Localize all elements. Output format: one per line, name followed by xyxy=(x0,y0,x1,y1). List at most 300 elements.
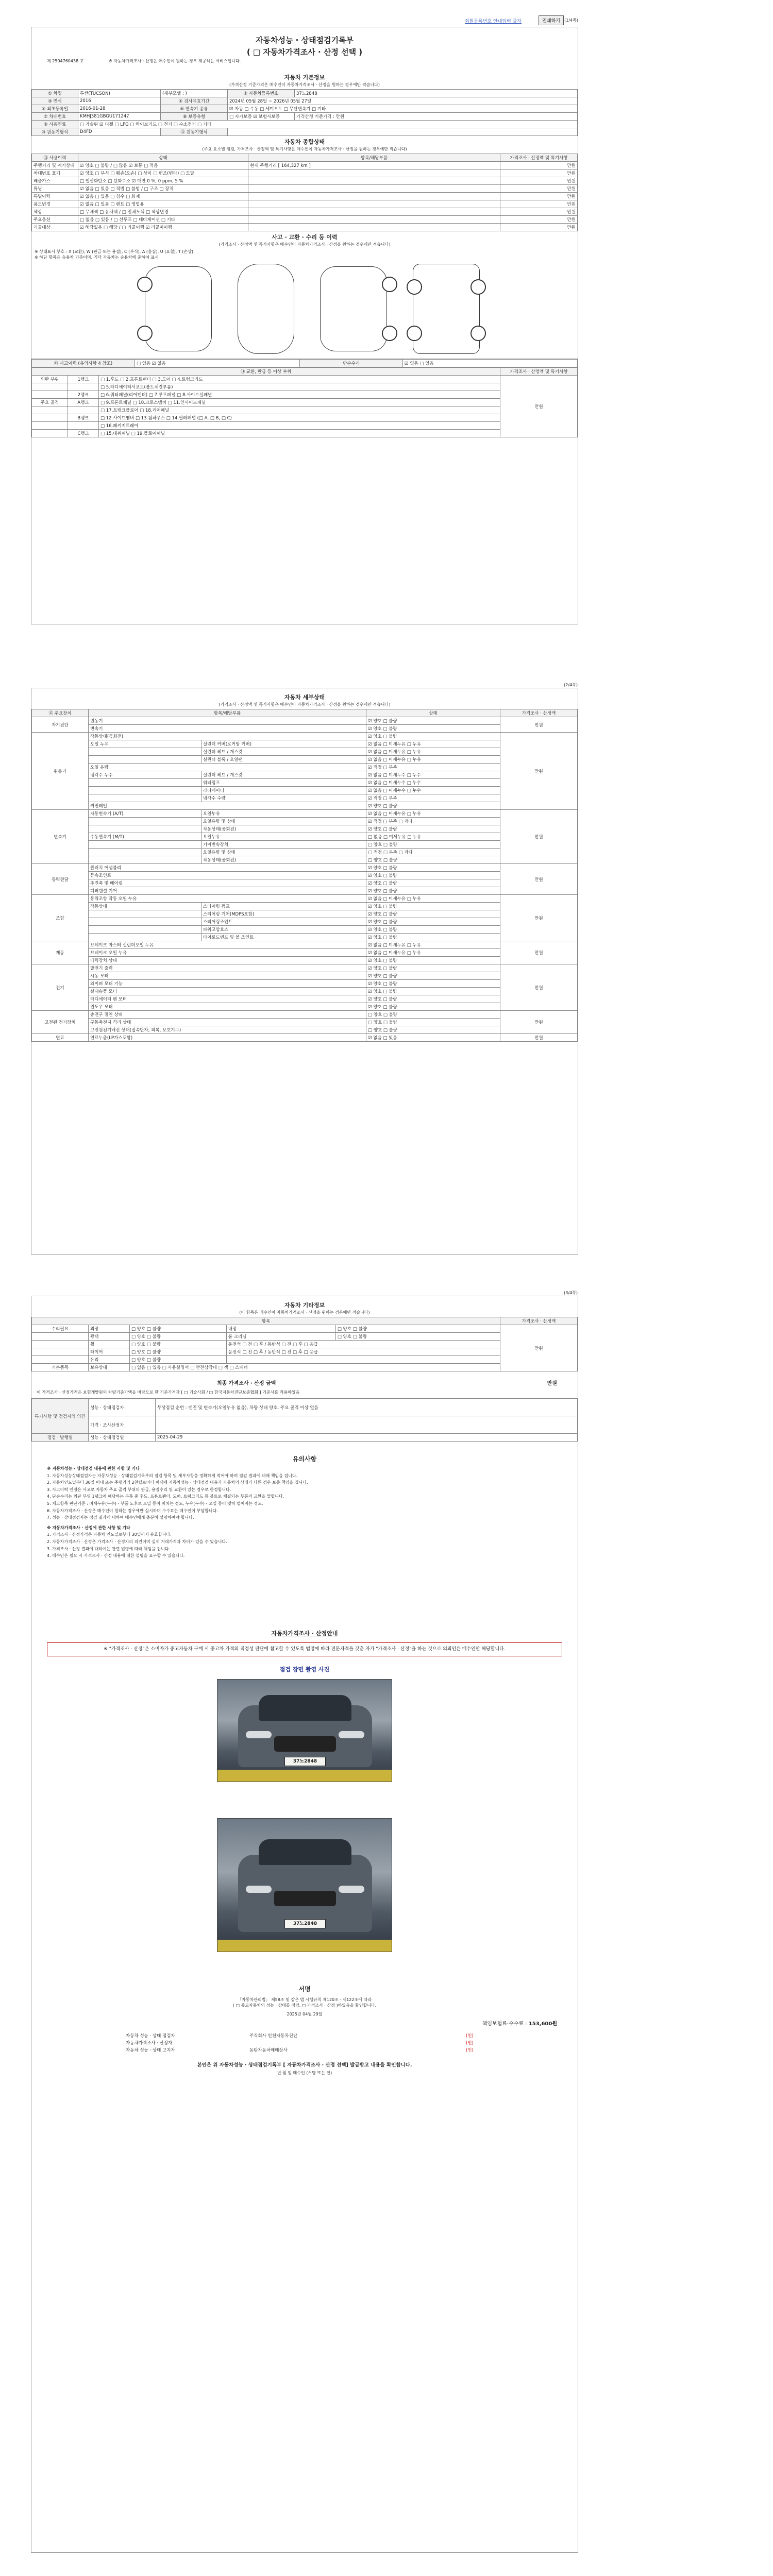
device-group: 변속기 xyxy=(32,810,89,864)
table-row xyxy=(32,941,578,949)
signer-role: 자동차 성능 · 상태 고지자 xyxy=(126,2048,175,2054)
part-state: ☑ 없음 □ 미세누수 □ 누수 xyxy=(366,771,500,779)
table-row xyxy=(32,1416,578,1434)
inspection-period: 2024년 05월 28일 ~ 2026년 05월 27일 xyxy=(228,97,578,105)
sub-part-name: 라디에이터 xyxy=(201,787,366,794)
label-engine: ⑩ 원동기형식 xyxy=(32,128,78,136)
row-item xyxy=(248,177,500,185)
notes-line: 4. 매수인은 필요 시 가격조사 · 산정 내용에 대한 설명을 요구할 수 있습니다. xyxy=(47,1553,185,1558)
etc-sub: (이 항목은 매수인이 자동차가격조사 · 산정을 원하는 경우에만 적습니다) xyxy=(239,1310,370,1315)
warranty: □ 자가보증 ☑ 보험사보증 xyxy=(228,113,295,121)
rank: 2랭크 xyxy=(68,391,99,399)
rank: 1랭크 xyxy=(68,376,99,383)
car-diagram xyxy=(31,261,578,359)
rank: A랭크 xyxy=(68,399,99,406)
etc-col-item: 항목 xyxy=(32,1317,500,1325)
row-label: 리콜대상 xyxy=(32,224,78,231)
part-state: ☑ 양호 □ 불량 xyxy=(366,995,500,1003)
part-name: 배력장치 상태 xyxy=(89,957,366,964)
label-transmission: ⑥ 변속기 종류 xyxy=(161,105,228,113)
photo-car-grill xyxy=(274,1736,336,1752)
table-row xyxy=(32,162,578,170)
part-state: ☑ 양호 □ 불량 xyxy=(366,879,500,887)
etc-group xyxy=(32,1333,89,1341)
detail-table xyxy=(31,709,578,1042)
table-row xyxy=(32,825,578,833)
etc-table xyxy=(31,1317,578,1371)
signer-role: 자동차 성능 · 상태 점검자 xyxy=(126,2033,175,2039)
part-state: ☑ 양호 □ 불량 xyxy=(366,980,500,988)
label-engine-2: ⑪ 원동기형식 xyxy=(161,128,228,136)
table-row xyxy=(32,964,578,972)
part-name xyxy=(89,794,201,802)
page-number: (1/4쪽) xyxy=(564,18,578,23)
wheel-icon xyxy=(382,326,397,341)
sub-part-name: 스티어링 펌프 xyxy=(201,903,366,910)
table-row xyxy=(32,910,578,918)
opinion-role: 성능 · 상태점검자 xyxy=(89,1399,156,1416)
etc-item-2: 내장 xyxy=(226,1325,335,1333)
car-left-side xyxy=(145,266,212,351)
part-state: □ 양호 □ 불량 xyxy=(366,1026,500,1034)
notes-line: 4. 단순수리는 외판 부위 1랭크에 해당하는 부품 중 후드, 프론트펜더, 도어, 트렁크리드 등 볼트로 체결되는 부품의 교환을 말합니다. xyxy=(47,1494,284,1499)
part-state: ☑ 없음 □ 미세누유 □ 누유 xyxy=(366,941,500,949)
table-row xyxy=(32,802,578,810)
notes-line: 2. 자동차가격조사 · 산정은 가격조사 · 산정자의 의견이며 실제 거래가격과 차이가 있을 수 있습니다. xyxy=(47,1539,227,1544)
table-row xyxy=(32,1019,578,1026)
photo-car-glass xyxy=(259,1695,351,1721)
car-top xyxy=(238,264,294,354)
table-row xyxy=(32,170,578,177)
photo-car-lamp xyxy=(339,1886,364,1893)
device-group: 제동 xyxy=(32,941,89,964)
part-state: ☑ 적정 □ 부족 xyxy=(366,794,500,802)
simple-repair-value: ☑ 없음 □ 있음 xyxy=(403,360,578,367)
accident-section xyxy=(31,231,578,437)
row-item xyxy=(248,200,500,208)
part-state: ☑ 양호 □ 불량 xyxy=(366,802,500,810)
car-right-side xyxy=(320,266,387,351)
basic-info-title: 자동차 기본정보 xyxy=(284,74,325,81)
part-name: 작동상태(공회전) xyxy=(89,733,366,740)
signer-role: 자동차가격조사 · 산정자 xyxy=(126,2041,173,2046)
group xyxy=(32,414,68,422)
part-name xyxy=(89,787,201,794)
row-price: 만원 xyxy=(500,216,578,224)
table-header xyxy=(32,368,578,376)
table-row xyxy=(32,764,578,771)
row-state: □ 무채색 □ 유채색 / □ 전체도색 □ 색상변경 xyxy=(78,208,248,216)
print-button[interactable]: 인쇄하기 xyxy=(539,15,564,25)
row-state: □ 일산화탄소 □ 탄화수소 ☑ 매연 0 %, 0 ppm, 5 % xyxy=(78,177,248,185)
part-name: 작동상태 xyxy=(89,903,201,910)
signer-seal: (인) xyxy=(466,2033,474,2039)
accident-table xyxy=(31,359,578,367)
etc-item: 타이어 xyxy=(89,1348,130,1356)
part-state: ☑ 없음 □ 미세누유 □ 누유 xyxy=(366,740,500,748)
part-name: 디퍼렌셜 기어 xyxy=(89,887,366,895)
part-name: 브레이크 마스터 실린더오일 누유 xyxy=(89,941,366,949)
device-group: 자기진단 xyxy=(32,717,89,733)
rank xyxy=(68,383,99,391)
row-price: 만원 xyxy=(500,193,578,200)
sub-part-name: 스티어링조인트 xyxy=(201,918,366,926)
inspection-photo xyxy=(217,1818,392,1952)
table-row xyxy=(32,128,578,136)
row-state: ☑ 없음 □ 있음 □ 렌트 □ 영업용 xyxy=(78,200,248,208)
signer-name: 주식회사 인천자동차진단 xyxy=(249,2033,298,2039)
basic-info-table xyxy=(31,89,578,136)
part-name: 오일 유량 xyxy=(89,764,366,771)
table-row xyxy=(32,833,578,841)
fuel: □ 가솔린 ☑ 디젤 □ LPG □ 하이브리드 □ 전기 □ 수소전기 □ 기타 xyxy=(78,121,578,128)
parts-table xyxy=(31,367,578,437)
notes-line: 3. 사고이력 인정은 사고로 자동차 주요 골격 부위의 판금, 용접수리 및 교환이 있는 경우로 한정합니다. xyxy=(47,1487,231,1492)
overall-table xyxy=(31,154,578,231)
etc-state: □ 양호 □ 불량 xyxy=(130,1356,227,1364)
notes-heading-2: ※ 자동차가격조사 · 산정에 관한 사항 및 기타 xyxy=(47,1525,130,1530)
sub-part-name: 실린더 헤드 / 개스킷 xyxy=(201,771,366,779)
notes-title: 유의사항 xyxy=(292,1455,317,1463)
row-price: 만원 xyxy=(500,162,578,170)
table-row xyxy=(32,1434,578,1442)
notes-line: 2. 자동차인도일부터 30일 이내 또는 주행거리 2천킬로미터 이내에 자동차성능 · 상태점검 내용과 자동차의 상태가 다른 경우 보증 책임을 집니다. xyxy=(47,1480,308,1485)
accident-sub: (가격조사 · 산정액 및 특기사항은 매수인이 자동차가격조사 · 산정을 원하는 경우에만 적습니다) xyxy=(219,242,391,247)
etc-group xyxy=(32,1356,89,1364)
part-state: □ 양호 □ 불량 xyxy=(366,1011,500,1019)
part-name: 추진축 및 베어링 xyxy=(89,879,366,887)
sub-part-name: 작동상태(공회전) xyxy=(201,856,366,864)
wheel-icon xyxy=(382,277,397,292)
table-row xyxy=(32,1399,578,1416)
group xyxy=(32,383,68,391)
part-price: 만원 xyxy=(500,895,578,941)
part-price: 만원 xyxy=(500,864,578,895)
table-row xyxy=(32,810,578,818)
part-state: ☑ 없음 □ 미세누유 □ 누유 xyxy=(366,810,500,818)
etc-state: □ 양호 □ 불량 xyxy=(130,1333,227,1341)
etc-item: 유리 xyxy=(89,1356,130,1364)
col-item: 항목/해당부품 xyxy=(248,154,500,162)
part-name xyxy=(89,841,201,849)
sign-law-2: ( □ 중고자동차의 성능 · 상태를 점검, □ 가격조사 · 산정 )하였음을 확인합니다. xyxy=(232,2003,377,2008)
etc-title: 자동차 기타정보 xyxy=(284,1302,325,1309)
table-row xyxy=(32,422,578,430)
opinion-text: 무상점검 순번 : 엔진 및 변속기(오일누유 없음), 차량 상태 양호. 주요 골격 이상 없음 xyxy=(156,1399,578,1416)
row-price: 만원 xyxy=(500,185,578,193)
etc-item-2: 운전석 □ 전 □ 후 / 동반석 □ 전 □ 후 □ 응급 xyxy=(226,1341,500,1348)
part-name: 충전구 절연 상태 xyxy=(89,1011,366,1019)
etc-item: 휠 xyxy=(89,1341,130,1348)
part-state: ☑ 없음 □ 있음 xyxy=(366,1034,500,1042)
device-group: 조향 xyxy=(32,895,89,941)
transmission: ☑ 자동 □ 수동 □ 세미오토 □ 무단변속기 □ 기타 xyxy=(228,105,578,113)
col-price: 가격조사 · 산정액 및 특기사항 xyxy=(500,154,578,162)
opinion-text xyxy=(156,1416,578,1434)
part-state: ☑ 양호 □ 불량 xyxy=(366,887,500,895)
accident-legend-2: ※ 하단 항목은 승용차 기준이며, 기타 자동차는 승용차에 준하여 표시 xyxy=(35,255,159,260)
part-name: 클러치 어셈블리 xyxy=(89,864,366,872)
label-inspection-period: ④ 검사유효기간 xyxy=(161,97,228,105)
sub-part-name: 워터펌프 xyxy=(201,779,366,787)
table-row xyxy=(32,208,578,216)
table-row xyxy=(32,1034,578,1042)
group xyxy=(32,422,68,430)
wheel-icon xyxy=(470,326,486,341)
photo-car-glass xyxy=(259,1839,351,1865)
part-state: ☑ 양호 □ 불량 xyxy=(366,864,500,872)
part-state: ☑ 양호 □ 불량 xyxy=(366,910,500,918)
sub-part-name: 타이로드엔드 및 볼 조인트 xyxy=(201,934,366,941)
table-row xyxy=(32,918,578,926)
table-row xyxy=(32,406,578,414)
part-state: □ 없음 □ 미세누유 □ 누유 xyxy=(366,833,500,841)
opinion-role: 가격 · 조사산정자 xyxy=(89,1416,156,1434)
overall-section xyxy=(31,136,578,231)
part-state: □ 양호 □ 불량 xyxy=(366,1019,500,1026)
label-first-reg: ⑤ 최초등록일 xyxy=(32,105,78,113)
table-row xyxy=(32,787,578,794)
table-row xyxy=(32,887,578,895)
notice-box: ※ "가격조사 · 산정"은 소비자가 중고자동차 구매 시 중고차 가격의 적정성 판단에 참고할 수 있도록 법령에 따라 전문자격을 갖춘 자가 "가격조사 · 산정"을 하는 것으로 의뢰인은 매수인만 해당합니다. xyxy=(47,1642,562,1657)
etc-state: □ 양호 □ 불량 xyxy=(130,1348,227,1356)
member-info-link[interactable]: 회원등록번호 안내입력 클자 xyxy=(464,19,522,24)
device-group: 원동기 xyxy=(32,733,89,810)
sign-date: 2025년 04월 29일 xyxy=(287,2012,323,2017)
table-row xyxy=(124,2032,485,2039)
part-name: 라디에이터 팬 모터 xyxy=(89,995,366,1003)
part-state: ☑ 양호 □ 불량 xyxy=(366,872,500,879)
part-name: 연료누출(LP가스포함) xyxy=(89,1034,366,1042)
final-price-unit: 만원 xyxy=(547,1381,557,1386)
row-label: 배출가스 xyxy=(32,177,78,185)
part-state: □ 양호 □ 불량 xyxy=(366,856,500,864)
part-price: 만원 xyxy=(500,717,578,733)
part-name xyxy=(89,926,201,934)
rank xyxy=(68,422,99,430)
table-row xyxy=(32,725,578,733)
table-row xyxy=(32,113,578,121)
part-state: ☑ 양호 □ 불량 xyxy=(366,972,500,980)
row-price: 만원 xyxy=(500,177,578,185)
part-state: ☑ 양호 □ 불량 xyxy=(366,725,500,733)
device-group: 전기 xyxy=(32,964,89,1011)
part-name xyxy=(89,756,201,764)
table-row xyxy=(32,1003,578,1011)
notes-section xyxy=(31,1464,578,1562)
part-name: 와이퍼 모터 기능 xyxy=(89,980,366,988)
parts: □ 16.패키지트레이 xyxy=(99,422,500,430)
signer-name xyxy=(248,2039,464,2046)
part-name xyxy=(89,818,201,825)
row-item xyxy=(248,208,500,216)
etc-group: 기본품목 xyxy=(32,1364,89,1371)
part-price: 만원 xyxy=(500,733,578,810)
part-name: 동력조향 작동 오일 누유 xyxy=(89,895,366,903)
issue-label: 점검 · 발행일 xyxy=(32,1434,89,1442)
table-row xyxy=(124,2046,485,2054)
table-row xyxy=(32,1364,578,1371)
part-name xyxy=(89,849,201,856)
etc-state: □ 양호 □ 불량 xyxy=(130,1341,227,1348)
label-car-name: ① 차명 xyxy=(32,90,78,97)
table-row xyxy=(32,1348,578,1356)
first-reg: 2016-01-28 xyxy=(78,105,161,113)
etc-price: 만원 xyxy=(500,1325,578,1371)
table-row xyxy=(32,1356,578,1364)
label-warranty: ⑧ 보증유형 xyxy=(161,113,228,121)
notes-line: 5. 체크항목 판단기준 : 미세누유(누수) - 부품 노후로 오일 등이 비치는 정도, 누유(누수) - 오일 등이 맺혀 떨어지는 정도. xyxy=(47,1501,263,1506)
group xyxy=(32,430,68,437)
wheel-icon xyxy=(407,279,422,295)
sub-part-name: 실린더 헤드 / 개스킷 xyxy=(201,748,366,756)
device-group: 고전원 전기장치 xyxy=(32,1011,89,1034)
final-price-title: 최종 가격조사 · 산정 금액 xyxy=(217,1381,276,1386)
part-name: 윈도우 모터 xyxy=(89,1003,366,1011)
table-row xyxy=(32,717,578,725)
page-3 xyxy=(31,1291,578,2553)
row-state: ☑ 양호 □ 부식 □ 훼손(오손) □ 상이 □ 변조(변타) □ 도말 xyxy=(78,170,248,177)
part-name: 발전기 출력 xyxy=(89,964,366,972)
part-name xyxy=(89,856,201,864)
table-row xyxy=(32,391,578,399)
part-state: ☑ 양호 □ 불량 xyxy=(366,733,500,740)
part-price: 만원 xyxy=(500,1011,578,1034)
part-name: 구동축전지 격리 상태 xyxy=(89,1019,366,1026)
car-frame xyxy=(413,264,480,354)
row-item xyxy=(248,185,500,193)
part-state: □ 적정 □ 부족 □ 과다 xyxy=(366,849,500,856)
table-row xyxy=(124,2039,485,2046)
table-row xyxy=(32,360,578,367)
page-1 xyxy=(31,27,578,624)
label-vin: ⑦ 차대번호 xyxy=(32,113,78,121)
etc-group xyxy=(32,1341,89,1348)
row-item xyxy=(248,224,500,231)
issue-role: 성능 · 상태점검일 xyxy=(89,1434,156,1442)
sub-part-name: 스티어링 기어(MDPS포함) xyxy=(201,910,366,918)
sub-part-name: 오일유량 및 상태 xyxy=(201,849,366,856)
part-state: ☑ 양호 □ 불량 xyxy=(366,957,500,964)
photo-lift xyxy=(217,1940,392,1952)
row-label: 튜닝 xyxy=(32,185,78,193)
part-name: 고전원전기배선 상태(접속단자, 피복, 보호기구) xyxy=(89,1026,366,1034)
table-row xyxy=(32,414,578,422)
device-group: 연료 xyxy=(32,1034,89,1042)
final-price-text: 이 가격조사 · 산정가격은 보험개발원의 차량기준가액을 바탕으로 한 기준가격과 [ □ 기술사회 / □ 한국자동차진단보증협회 ] 기준서를 적용하였음 xyxy=(37,1390,300,1395)
basic-info-section xyxy=(31,72,578,136)
etc-group: 수리필요 xyxy=(32,1325,89,1333)
table-row xyxy=(32,121,578,128)
table-header xyxy=(32,709,578,717)
part-state: ☑ 양호 □ 불량 xyxy=(366,964,500,972)
table-row xyxy=(32,748,578,756)
row-label: 주요옵션 xyxy=(32,216,78,224)
part-name: 실내송풍 모터 xyxy=(89,988,366,995)
accident-value: □ 있음 ☑ 없음 xyxy=(135,360,300,367)
group xyxy=(32,391,68,399)
row-item: 현재 주행거리 [ 164,327 km ] xyxy=(248,162,500,170)
part-state: ☑ 없음 □ 미세누수 □ 누수 xyxy=(366,779,500,787)
row-price: 만원 xyxy=(500,170,578,177)
table-row xyxy=(32,740,578,748)
table-row xyxy=(32,1011,578,1019)
col-part: 항목/해당부품 xyxy=(89,709,366,717)
table-header xyxy=(32,154,578,162)
sign-law: 「자동차관리법」 제58조 및 같은 법 시행규칙 제120조 · 제122조에 따라 xyxy=(238,1997,372,2003)
table-row xyxy=(32,872,578,879)
opinion-table xyxy=(31,1398,578,1442)
etc-col-price: 가격조사 · 산정액 xyxy=(500,1317,578,1325)
table-row xyxy=(32,216,578,224)
col-state: 상태 xyxy=(366,709,500,717)
table-row xyxy=(32,376,578,383)
parts: □ 1.후드 □ 2.프론트펜더 □ 3.도어 □ 4.트렁크리드 xyxy=(99,376,500,383)
notes-line: 6. 자동차가격조사 · 산정은 매수인이 원하는 경우에만 실시하며 수수료는 매수인이 부담합니다. xyxy=(47,1508,218,1513)
reg-no: 37노2848 xyxy=(295,90,578,97)
parts: □ 12.사이드멤버 □ 13.휠하우스 □ 14.필러패널 (□ A, □ B, □ C) xyxy=(99,414,500,422)
wheel-icon xyxy=(407,326,422,341)
table-row xyxy=(32,903,578,910)
row-item xyxy=(248,170,500,177)
etc-state: □ 없음 □ 있음 □ 사용설명서 □ 안전삼각대 □ 잭 □ 스패너 xyxy=(130,1364,500,1371)
table-row xyxy=(32,200,578,208)
signers-table xyxy=(124,2032,485,2054)
col-price: 가격조사 · 산정액 xyxy=(500,709,578,717)
table-header xyxy=(32,1317,578,1325)
part-price: 만원 xyxy=(500,1034,578,1042)
table-row xyxy=(32,949,578,957)
sub-part-name: 실린더 블록 / 오일팬 xyxy=(201,756,366,764)
etc-item: 외장 xyxy=(89,1325,130,1333)
table-row xyxy=(32,980,578,988)
part-name: 수동변속기 (M/T) xyxy=(89,833,201,841)
photo-lift xyxy=(217,1770,392,1782)
table-row xyxy=(32,430,578,437)
accident-title: 사고 · 교환 · 수리 등 이력 xyxy=(272,234,338,241)
table-row xyxy=(32,105,578,113)
table-row xyxy=(32,97,578,105)
inspection-photo xyxy=(217,1679,392,1782)
label-fuel: ⑨ 사용연료 xyxy=(32,121,78,128)
photos-title: 점검 장면 촬영 사진 xyxy=(279,1666,330,1673)
table-row xyxy=(32,185,578,193)
part-state: ☑ 없음 □ 미세누수 □ 누수 xyxy=(366,787,500,794)
signer-seal: (인) xyxy=(466,2041,474,2046)
document-number: 제 2504760438 호 xyxy=(47,59,84,63)
etc-state-2: □ 양호 □ 불량 xyxy=(335,1325,500,1333)
table-row xyxy=(32,1325,578,1333)
detail-title: 자동차 세부상태 xyxy=(284,694,325,701)
page-2 xyxy=(31,683,578,1255)
label-year: ③ 연식 xyxy=(32,97,78,105)
col-device: ⑮ 주요장치 xyxy=(32,709,89,717)
table-row xyxy=(32,995,578,1003)
sub-part-name: 오일유량 및 상태 xyxy=(201,818,366,825)
sign-footer-2: 년 월 일 매수인 (서명 또는 인) xyxy=(277,2071,332,2076)
label-parts-price: 가격조사 · 산정액 및 특기사항 xyxy=(500,368,578,376)
part-state: ☑ 양호 □ 불량 xyxy=(366,1003,500,1011)
etc-group xyxy=(32,1348,89,1356)
rank xyxy=(68,406,99,414)
part-name: 등속조인트 xyxy=(89,872,366,879)
part-state: ☑ 없음 □ 미세누유 □ 누유 xyxy=(366,756,500,764)
etc-state-2: □ 양호 □ 불량 xyxy=(335,1333,500,1341)
fee-value: 153,600원 xyxy=(528,2021,557,2027)
col-state: 상태 xyxy=(78,154,248,162)
label-accident: ⑬ 사고이력 (유의사항 4 참조) xyxy=(32,360,135,367)
opinion-label: 특기사항 및 점검자의 의견 xyxy=(32,1399,89,1434)
